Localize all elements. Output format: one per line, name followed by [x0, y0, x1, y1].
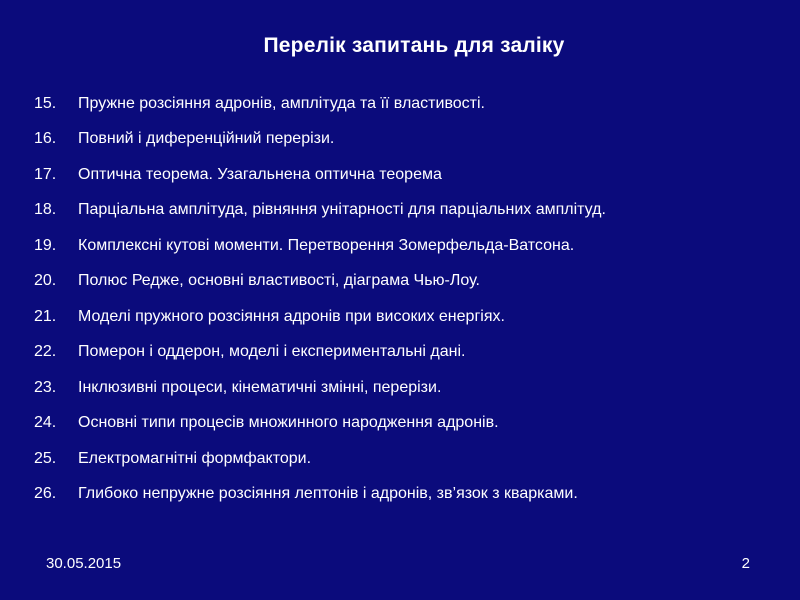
item-text: Глибоко непружне розсіяння лептонів і адронів, зв’язок з кварками.	[78, 485, 578, 503]
item-text: Померон і оддерон, моделі і експериментальні дані.	[78, 343, 466, 361]
item-text: Повний і диференційний перерізи.	[78, 130, 335, 148]
list-item	[34, 264, 774, 300]
item-number: 17.	[34, 165, 57, 183]
item-text: Моделі пружного розсіяння адронів при високих енергіях.	[78, 307, 505, 325]
page-number: 2	[741, 555, 750, 572]
question-list	[34, 86, 774, 512]
item-number: 15.	[34, 94, 57, 112]
item-text: Основні типи процесів множинного народження адронів.	[78, 414, 499, 432]
list-item	[34, 335, 774, 371]
item-text: Пружне розсіяння адронів, амплітуда та її властивості.	[78, 94, 485, 112]
item-number: 23.	[34, 378, 57, 396]
list-item	[34, 122, 774, 158]
item-text: Інклюзивні процеси, кінематичні змінні, перерізи.	[78, 378, 442, 396]
item-number: 20.	[34, 272, 57, 290]
item-number: 22.	[34, 343, 57, 361]
item-number: 26.	[34, 485, 57, 503]
item-text: Комплексні кутові моменти. Перетворення Зомерфельда-Ватсона.	[78, 236, 575, 254]
slide-title: Перелік запитань для заліку	[263, 34, 565, 57]
list-item	[34, 441, 774, 477]
list-item	[34, 86, 774, 122]
item-text: Оптична теорема. Узагальнена оптична теорема	[78, 165, 442, 183]
item-number: 24.	[34, 414, 57, 432]
list-item	[34, 406, 774, 442]
list-item	[34, 477, 774, 513]
list-item	[34, 193, 774, 229]
list-item	[34, 157, 774, 193]
list-item	[34, 228, 774, 264]
item-number: 16.	[34, 130, 57, 148]
footer-date: 30.05.2015	[46, 555, 122, 572]
list-item	[34, 299, 774, 335]
item-text: Полюс Редже, основні властивості, діаграма Чью-Лоу.	[78, 272, 480, 290]
item-text: Електромагнітні формфактори.	[78, 449, 312, 467]
item-number: 18.	[34, 201, 57, 219]
list-item	[34, 370, 774, 406]
item-text: Парціальна амплітуда, рівняння унітарності для парціальних амплітуд.	[78, 201, 606, 219]
item-number: 21.	[34, 307, 57, 325]
item-number: 19.	[34, 236, 57, 254]
item-number: 25.	[34, 449, 57, 467]
